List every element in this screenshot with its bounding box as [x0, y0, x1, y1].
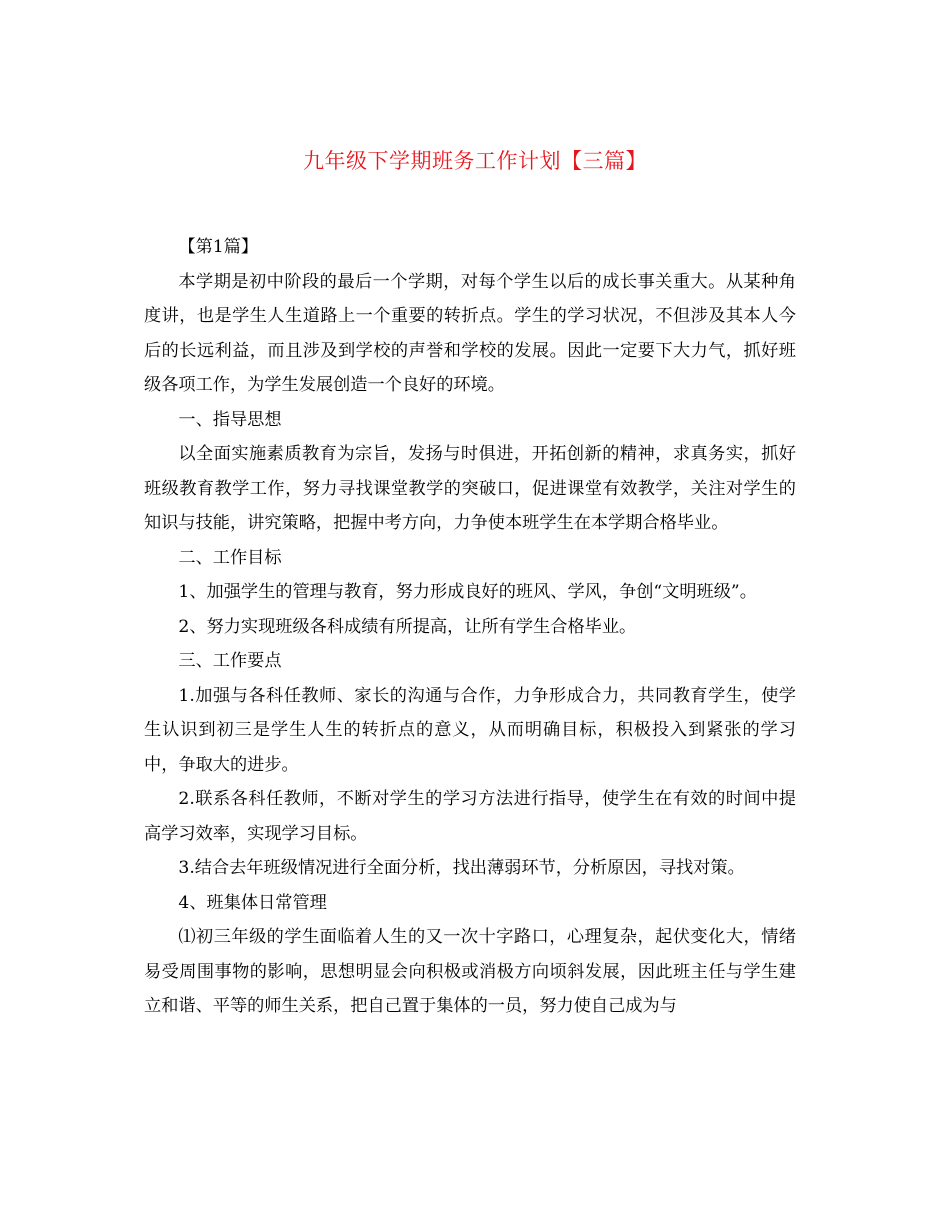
paragraph-intro: 本学期是初中阶段的最后一个学期，对每个学生以后的成长事关重大。从某种角度讲，也是学生人生道路上一个重要的转折点。学生的学习状况，不但涉及其本人今后的长远利益，而且涉及到学校的声誉和学校的发展。因此一定要下大力气，抓好班级各项工作，为学生发展创造一个良好的环境。 [144, 271, 796, 395]
paragraph-point-1: 1.加强与各科任教师、家长的沟通与合作，力争形成合力，共同教育学生，使学生认识到初三是学生人生的转折点的意义，从而明确目标，积极投入到紧张的学习中，争取大的进步。 [144, 685, 796, 775]
paragraph-point-2: 2.联系各科任教师，不断对学生的学习方法进行指导，使学生在有效的时间中提高学习效率，实现学习目标。 [144, 789, 796, 844]
heading-work-points: 三、工作要点 [178, 651, 282, 671]
document-body [144, 230, 796, 1024]
paragraph-daily-management-1: ⑴初三年级的学生面临着人生的又一次十字路口，心理复杂，起伏变化大，情绪易受周围事物的影响，思想明显会向积极或消极方向顷斜发展，因此班主任与学生建立和谐、平等的师生关系，把自己置于集体的一员，努力使自己成为与 [144, 927, 796, 1016]
paragraph-goal-2: 2、努力实现班级各科成绩有所提高，让所有学生合格毕业。 [178, 616, 637, 637]
heading-guiding-thought: 一、指导思想 [178, 409, 282, 430]
document-title: 九年级下学期班务工作计划【三篇】 [303, 149, 647, 173]
paragraph-point-3: 3.结合去年班级情况进行全面分析，找出薄弱环节，分析原因，寻找对策。 [178, 858, 745, 878]
heading-work-goals: 二、工作目标 [178, 547, 282, 568]
section-label: 【第1篇】 [178, 237, 259, 257]
paragraph-guiding-thought: 以全面实施素质教育为宗旨，发扬与时俱进，开拓创新的精神，求真务实，抓好班级教育教学工作，努力寻找课堂教学的突破口，促进课堂有效教学，关注对学生的知识与技能，讲究策略，把握中考方向，力争使本班学生在本学期合格毕业。 [144, 444, 796, 533]
heading-daily-management: 4、班集体日常管理 [178, 892, 327, 913]
paragraph-goal-1: 1、加强学生的管理与教育，努力形成良好的班风、学风，争创“文明班级”。 [178, 582, 757, 602]
